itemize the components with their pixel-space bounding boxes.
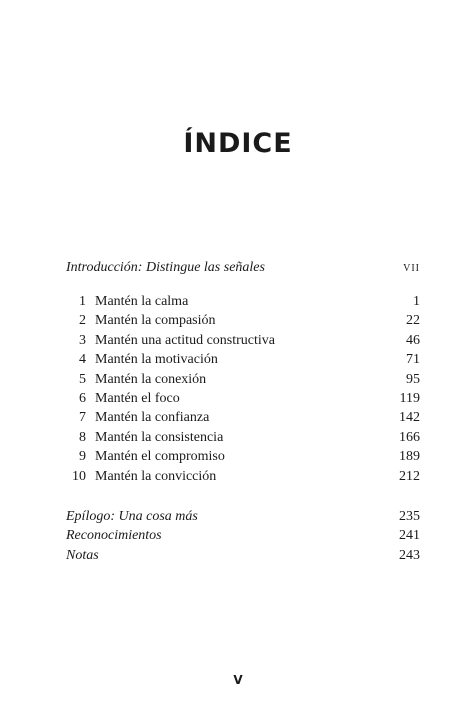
toc-row-back-matter — [66, 526, 420, 545]
chapter-title: Mantén la calma — [95, 294, 189, 309]
back-matter-page: 243 — [399, 547, 420, 563]
chapter-title: Mantén el compromiso — [95, 449, 225, 465]
chapter-page: 212 — [399, 468, 420, 484]
chapter-page: 95 — [406, 371, 420, 387]
toc-row-chapter — [66, 292, 420, 311]
chapter-title: Mantén la consistencia — [95, 429, 224, 445]
toc-entry-page: vii — [403, 260, 420, 275]
toc-row-chapter — [66, 350, 420, 369]
chapter-number: 2 — [79, 313, 86, 329]
chapter-number: 6 — [79, 390, 86, 406]
chapter-title: Mantén la conexión — [95, 371, 207, 387]
chapter-page: 166 — [399, 429, 420, 445]
back-matter-title: Notas — [66, 547, 99, 563]
chapter-number: 7 — [79, 410, 86, 426]
back-matter-page: 235 — [399, 509, 420, 524]
chapter-number: 5 — [79, 371, 86, 387]
back-matter-title: Epílogo: Una cosa más — [66, 509, 198, 524]
toc-row-back-matter — [66, 546, 420, 565]
chapter-number: 1 — [79, 294, 86, 309]
toc-entry-label: Introducción: Distingue las señales — [66, 260, 265, 275]
chapter-page: 189 — [399, 449, 420, 465]
toc-back-matter — [66, 507, 420, 565]
chapter-number: 4 — [79, 352, 86, 368]
toc-row-chapter — [66, 428, 420, 447]
toc-row-chapter — [66, 389, 420, 408]
page-number: V — [233, 673, 243, 687]
chapter-page: 1 — [413, 294, 420, 309]
page-title: ÍNDICE — [183, 128, 293, 159]
chapter-page: 46 — [406, 332, 420, 348]
chapter-title: Mantén el foco — [95, 390, 180, 406]
chapter-page: 71 — [406, 352, 420, 368]
back-matter-page: 241 — [399, 528, 420, 544]
toc-row-chapter — [66, 408, 420, 427]
toc-row-intro — [66, 258, 420, 277]
toc-row-back-matter — [66, 507, 420, 526]
chapter-title: Mantén la convicción — [95, 468, 217, 484]
chapter-number: 8 — [79, 429, 86, 445]
chapter-page: 119 — [399, 390, 420, 406]
chapter-title: Mantén la confianza — [95, 410, 210, 426]
chapter-page: 142 — [399, 410, 420, 426]
toc-row-chapter — [66, 311, 420, 330]
back-matter-title: Reconocimientos — [66, 528, 162, 544]
toc-chapters — [66, 292, 420, 486]
chapter-number: 9 — [79, 449, 86, 465]
chapter-number: 10 — [72, 468, 86, 484]
chapter-title: Mantén la compasión — [95, 313, 216, 329]
chapter-page: 22 — [406, 313, 420, 329]
toc-row-chapter — [66, 370, 420, 389]
chapter-number: 3 — [79, 332, 86, 348]
toc-intro — [66, 258, 420, 277]
toc-row-chapter — [66, 447, 420, 466]
chapter-title: Mantén una actitud constructiva — [95, 332, 275, 348]
toc-row-chapter — [66, 331, 420, 350]
toc-row-chapter — [66, 467, 420, 486]
chapter-title: Mantén la motivación — [95, 352, 218, 368]
